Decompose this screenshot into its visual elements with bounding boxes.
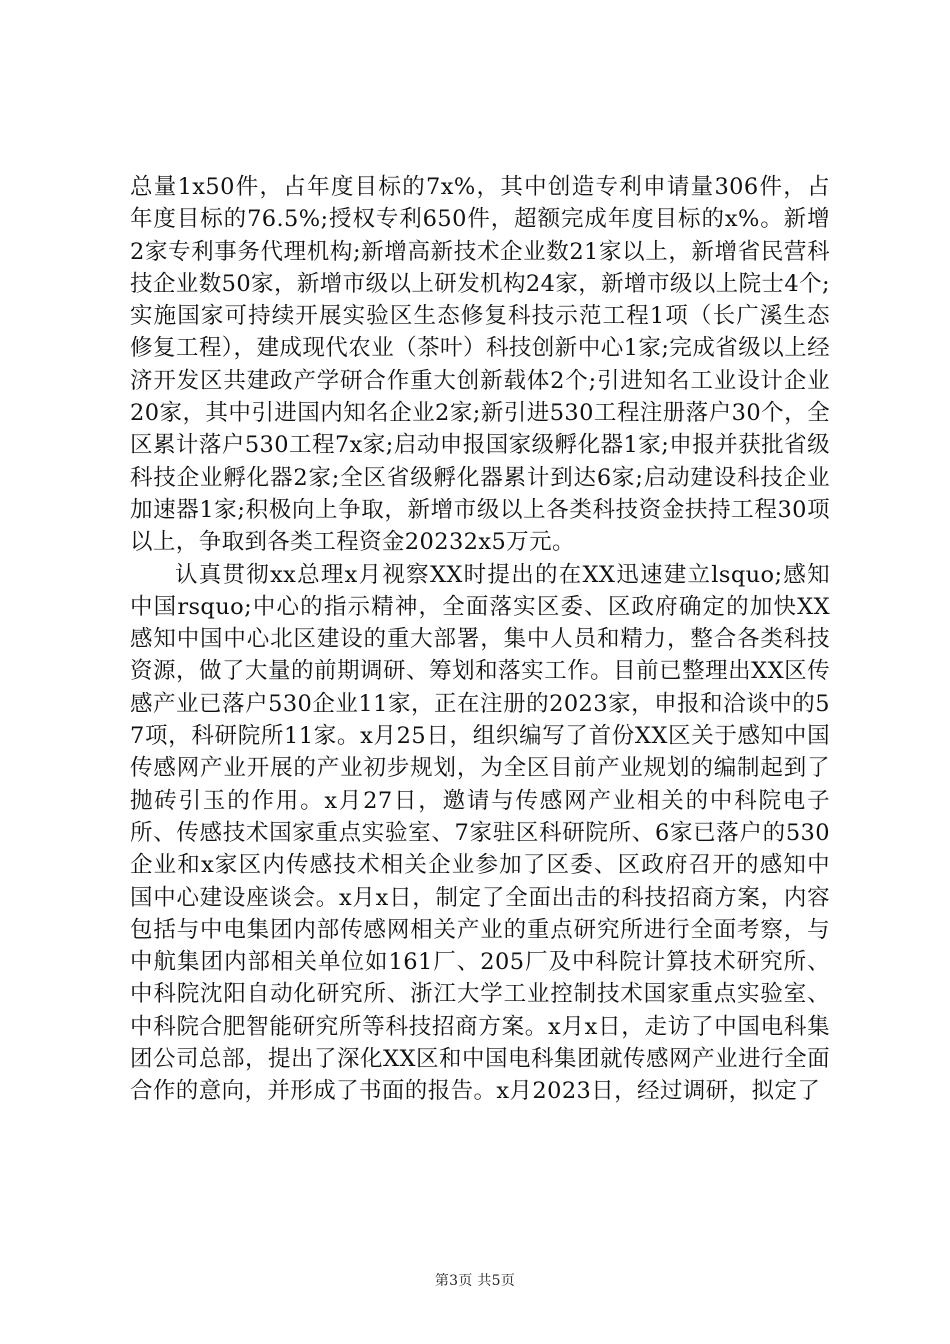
paragraph-1: 总量1x50件，占年度目标的7x%，其中创造专利申请量306件，占年度目标的76.5%;授权专利650件，超额完成年度目标的x%。新增2家专利事务代理机构;新增高新技术企业数21家以上，新增省民营科技企业数50家，新增市级以上研发机构24家，新增市级以上院士4个;实施国家可持续开展实验区生态修复科技示范工程1项（长广溪生态修复工程），建成现代农业（茶叶）科技创新中心1家;完成省级以上经济开发区共建政产学研合作重大创新载体2个;引进知名工业设计企业20家，其中引进国内知名企业2家;新引进530工程注册落户30个，全区累计落户530工程7x家;启动申报国家级孵化器1家;申报并获批省级科技企业孵化器2家;全区省级孵化器累计到达6家;启动建设科技企业加速器1家;积极向上争取，新增市级以上各类科技资金扶持工程30项以上，争取到各类工程资金20232x5万元。 [130, 174, 830, 556]
document-body [130, 171, 830, 1108]
page-footer: 第3页 共5页 [434, 1273, 516, 1289]
paragraph-2: 认真贯彻xx总理x月视察XX时提出的在XX迅速建立lsquo;感知中国rsquo;中心的指示精神，全面落实区委、区政府确定的加快XX感知中国中心北区建设的重大部署，集中人员和精力，整合各类科技资源，做了大量的前期调研、筹划和落实工作。目前已整理出XX区传感产业已落户530企业11家，正在注册的2023家，申报和洽谈中的57项，科研院所11家。x月25日，组织编写了首份XX区关于感知中国传感网产业开展的产业初步规划，为全区目前产业规划的编制起到了抛砖引玉的作用。x月27日，邀请与传感网产业相关的中科院电子所、传感技术国家重点实验室、7家驻区科研院所、6家已落户的530企业和x家区内传感技术相关企业参加了区委、区政府召开的感知中国中心建设座谈会。x月x日，制定了全面出击的科技招商方案，内容包括与中电集团内部传感网相关产业的重点研究所进行全面考察，与中航集团内部相关单位如161厂、205厂及中科院计算技术研究所、中科院沈阳自动化研究所、浙江大学工业控制技术国家重点实验室、中科院合肥智能研究所等科技招商方案。x月x日，走访了中国电科集团公司总部，提出了深化XX区和中国电科集团就传感网产业进行全面合作的意向，并形成了书面的报告。x月2023日，经过调研，拟定了 [130, 561, 830, 1105]
